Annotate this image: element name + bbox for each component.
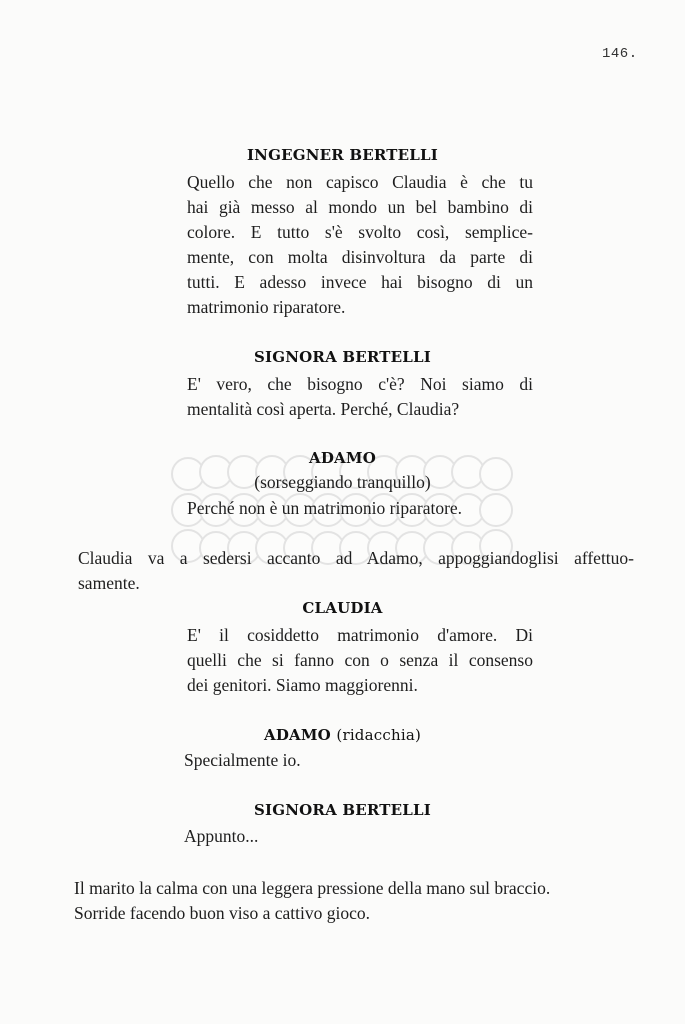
- dialogue-line: E' vero, che bisogno c'è? Noi siamo di: [187, 374, 533, 394]
- speaker-name: SIGNORA BERTELLI: [254, 348, 431, 366]
- dialogue-line: tutti. E adesso invece hai bisogno di un: [187, 272, 533, 292]
- dialogue-line: Specialmente io.: [184, 750, 301, 770]
- dialogue-line: mentalità così aperta. Perché, Claudia?: [187, 399, 460, 419]
- speaker-heading: [0, 726, 685, 744]
- stage-direction-line: samente.: [78, 573, 140, 593]
- stage-direction-line: Il marito la calma con una leggera pressione della mano sul braccio.: [74, 878, 551, 898]
- speaker-name: CLAUDIA: [302, 599, 383, 617]
- dialogue: [187, 372, 533, 422]
- stage-direction: [78, 546, 634, 596]
- dialogue-line: quelli che si fanno con o senza il consenso: [187, 650, 533, 670]
- dialogue-line: Quello che non capisco Claudia è che tu: [187, 172, 533, 192]
- dialogue-line: matrimonio riparatore.: [187, 297, 346, 317]
- dialogue-line: Perché non è un matrimonio riparatore.: [187, 498, 463, 518]
- speaker-name: ADAMO: [263, 726, 331, 744]
- stage-direction-line: Claudia va a sedersi accanto ad Adamo, appoggiandoglisi affettuo-: [78, 548, 634, 568]
- dialogue-line: hai già messo al mondo un bel bambino di: [187, 197, 533, 217]
- dialogue: [184, 824, 530, 849]
- stage-direction: [74, 876, 644, 926]
- dialogue: [187, 170, 533, 320]
- dialogue: [187, 496, 533, 521]
- parenthetical: (sorseggiando tranquillo): [254, 472, 431, 492]
- speaker-name: INGEGNER BERTELLI: [246, 146, 439, 164]
- page-number: 146.: [602, 46, 638, 62]
- speaker-name: SIGNORA BERTELLI: [254, 801, 431, 819]
- dialogue: [184, 748, 530, 773]
- dialogue-line: Appunto...: [184, 826, 259, 846]
- speaker-name: ADAMO: [309, 449, 376, 467]
- stage-direction-line: Sorride facendo buon viso a cattivo gioco.: [74, 903, 370, 923]
- dialogue-line: E' il cosiddetto matrimonio d'amore. Di: [187, 625, 533, 645]
- dialogue-line: mente, con molta disinvoltura da parte di: [187, 247, 533, 267]
- dialogue-line: dei genitori. Siamo maggiorenni.: [187, 675, 418, 695]
- dialogue-line: colore. E tutto s'è svolto così, semplice-: [187, 222, 533, 242]
- dialogue: [187, 623, 533, 698]
- parenthetical: (ridacchia): [336, 726, 422, 744]
